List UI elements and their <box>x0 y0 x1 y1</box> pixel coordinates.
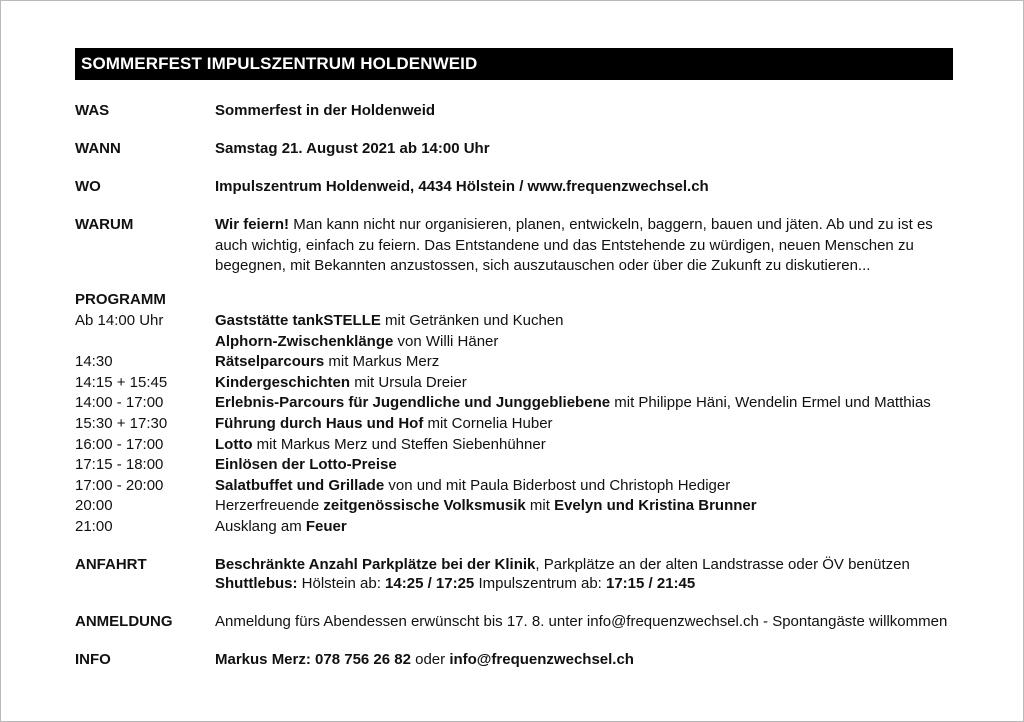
program-item <box>215 311 563 331</box>
anfahrt-label: ANFAHRT <box>75 556 147 573</box>
program-time: 14:15 + 15:45 <box>75 373 168 391</box>
bold-text: Beschränkte Anzahl Parkplätze bei der Klinik <box>215 556 536 573</box>
text: mit Ursula Dreier <box>350 373 467 391</box>
program-item <box>215 476 730 496</box>
anfahrt-line-2 <box>215 574 695 594</box>
bold-text: Markus Merz: 078 756 26 82 <box>215 651 411 668</box>
info-label: INFO <box>75 651 111 668</box>
was-label: WAS <box>75 102 110 119</box>
anmeldung-value: Anmeldung fürs Abendessen erwünscht bis 17. 8. unter info@frequenzwechsel.ch - Spontangäste willkommen <box>215 613 948 630</box>
bold-text: Kindergeschichten <box>215 373 351 391</box>
bold-text: 17:15 / 21:45 <box>606 575 696 592</box>
text: Impulszentrum ab: <box>474 575 606 592</box>
bold-text: Lotto <box>215 435 253 453</box>
was-value: Sommerfest in der Holdenweid <box>215 102 436 119</box>
text: mit Philippe Häni, Wendelin Ermel und Matthias <box>610 394 931 412</box>
text: Ausklang am <box>215 518 306 535</box>
text: mit Getränken und Kuchen <box>380 312 564 329</box>
program-item <box>215 435 546 455</box>
bold-text: Salatbuffet und Grillade <box>215 476 385 494</box>
program-time: 14:00 - 17:00 <box>75 394 164 412</box>
program-item <box>215 352 439 372</box>
wo-label: WO <box>75 178 101 195</box>
program-time: 16:00 - 17:00 <box>75 435 164 453</box>
page-title: SOMMERFEST IMPULSZENTRUM HOLDENWEID <box>75 48 953 80</box>
wann-label: WANN <box>75 140 121 157</box>
anmeldung-label: ANMELDUNG <box>75 613 173 630</box>
program-time: 17:00 - 20:00 <box>75 476 164 494</box>
warum-label: WARUM <box>75 216 134 233</box>
warum-text <box>215 215 955 277</box>
anfahrt-line-1 <box>215 555 910 575</box>
program-time: 14:30 <box>75 353 113 371</box>
text: von Willi Häner <box>393 332 499 350</box>
program-item <box>215 517 347 537</box>
text: , Parkplätze an der alten Landstrasse oder ÖV benützen <box>535 556 910 573</box>
bold-text: zeitgenössische Volksmusik <box>323 497 526 515</box>
bold-text: Einlösen der Lotto-Preise <box>215 456 397 474</box>
bold-text: info@frequenzwechsel.ch <box>449 651 634 668</box>
text: mit <box>525 497 555 515</box>
bold-text: Rätselparcours <box>215 353 325 371</box>
text: mit Markus Merz <box>324 353 440 371</box>
warum-body: Man kann nicht nur organisieren, planen, entwickeln, baggern, bauen und jäten. Ab und zu ist es auch wichtig, einfach zu feiern. Das Entstandene und das Entstehende zu würdigen, neuen Menschen zu begegnen, mit Bekannten anzustossen, sich auszutauschen oder über die Zukunft zu diskutieren... <box>215 216 933 274</box>
text: Herzerfreuende <box>215 497 324 515</box>
wann-value: Samstag 21. August 2021 ab 14:00 Uhr <box>215 140 490 157</box>
bold-text: Evelyn und Kristina Brunner <box>554 497 757 515</box>
program-item <box>215 332 498 352</box>
program-time: 17:15 - 18:00 <box>75 456 164 474</box>
program-time: 21:00 <box>75 518 113 535</box>
wo-value: Impulszentrum Holdenweid, 4434 Hölstein / www.frequenzwechsel.ch <box>215 178 709 195</box>
program-time: Ab 14:00 Uhr <box>75 312 164 329</box>
text: Hölstein ab: <box>297 575 386 592</box>
program-time: 15:30 + 17:30 <box>75 415 168 432</box>
program-item <box>215 455 397 475</box>
bold-text: Erlebnis-Parcours für Jugendliche und Junggebliebene <box>215 394 611 412</box>
bold-text: Feuer <box>305 518 347 535</box>
bold-text: 14:25 / 17:25 <box>385 575 475 592</box>
info-value <box>215 650 634 670</box>
bold-text: Führung durch Haus und Hof <box>215 415 424 432</box>
bold-text: Shuttlebus: <box>215 575 298 592</box>
program-time: 20:00 <box>75 497 113 515</box>
program-item <box>215 414 553 434</box>
text: oder <box>410 651 450 668</box>
text: von und mit Paula Biderbost und Christoph Hediger <box>384 476 731 494</box>
program-item <box>215 496 757 516</box>
bold-text: Alphorn-Zwischenklänge <box>215 332 394 350</box>
text: mit Markus Merz und Steffen Siebenhühner <box>252 435 546 453</box>
programm-label: PROGRAMM <box>75 291 166 308</box>
bold-text: Gaststätte tankSTELLE <box>215 312 381 329</box>
program-item <box>215 373 467 393</box>
warum-lead: Wir feiern! <box>215 216 290 233</box>
program-item <box>215 393 931 413</box>
text: mit Cornelia Huber <box>423 415 553 432</box>
